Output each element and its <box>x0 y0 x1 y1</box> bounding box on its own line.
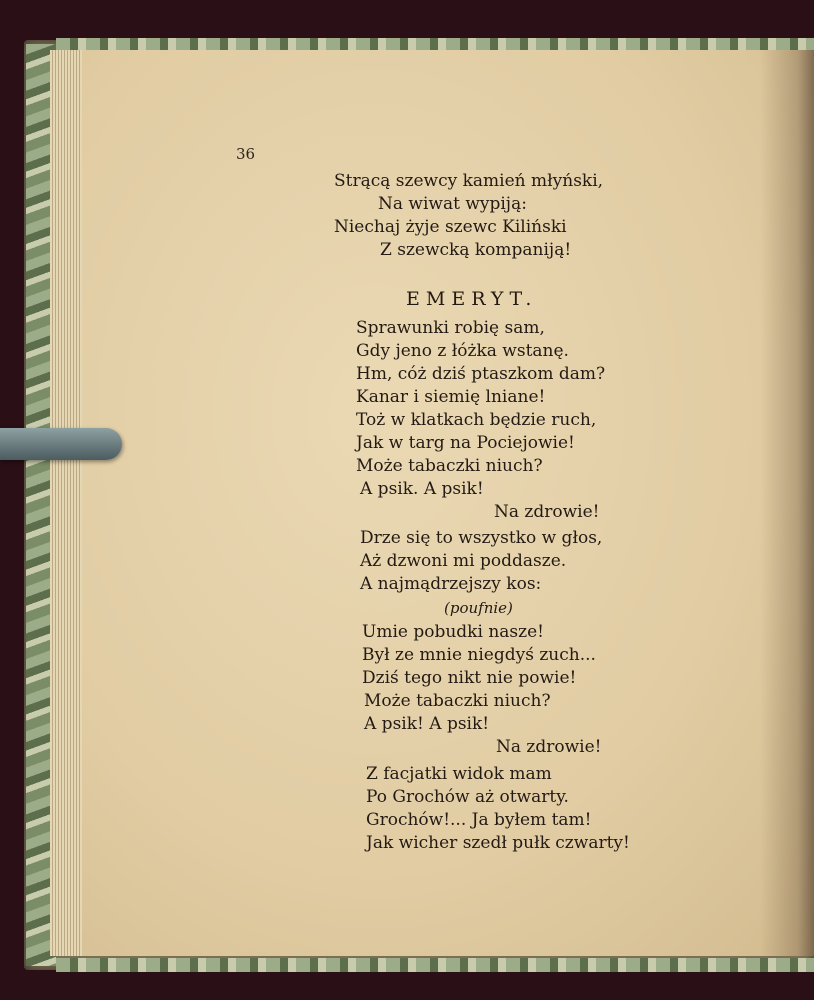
verse-line: Niechaj żyje szewc Kiliński <box>334 217 567 237</box>
poem-title: EMERYT. <box>406 288 538 310</box>
bookmark-ribbon[interactable] <box>0 428 122 460</box>
gutter-shadow <box>760 50 814 956</box>
verse-line: Drze się to wszystko w głos, <box>360 528 603 548</box>
verse-line: Aż dzwoni mi poddasze. <box>360 551 567 571</box>
marbled-endpaper-bottom <box>56 958 814 972</box>
verse-line: Może tabaczki niuch? <box>356 456 543 476</box>
verse-line: Grochów!... Ja byłem tam! <box>366 810 592 830</box>
stage-direction: (poufnie) <box>444 599 513 617</box>
verse-line: A psik. A psik! <box>360 479 484 499</box>
verse-line: Z facjatki widok mam <box>366 764 552 784</box>
verse-line: Na zdrowie! <box>496 737 602 757</box>
verse-line: Po Grochów aż otwarty. <box>366 787 569 807</box>
verse-line: Na wiwat wypiją: <box>378 194 527 214</box>
verse-line: Strącą szewcy kamień młyński, <box>334 171 604 191</box>
verse-line: Na zdrowie! <box>494 502 600 522</box>
verse-line: Gdy jeno z łóżka wstanę. <box>356 341 569 361</box>
verse-line: Z szewcką kompaniją! <box>380 240 572 260</box>
verse-line: Jak w targ na Pociejowie! <box>356 433 575 453</box>
verse-line: Kanar i siemię lniane! <box>356 387 546 407</box>
verse-line: Sprawunki robię sam, <box>356 318 545 338</box>
verse-line: Był ze mnie niegdyś zuch... <box>362 645 596 665</box>
verse-line: A psik! A psik! <box>364 714 490 734</box>
verse-line: Dziś tego nikt nie powie! <box>362 668 577 688</box>
verse-line: Toż w klatkach będzie ruch, <box>356 410 597 430</box>
verse-line: Może tabaczki niuch? <box>364 691 551 711</box>
verse-line: Umie pobudki nasze! <box>362 622 544 642</box>
page-edges <box>50 50 84 956</box>
page-number: 36 <box>236 145 256 163</box>
verse-line: A najmądrzejszy kos: <box>360 574 542 594</box>
verse-line: Hm, cóż dziś ptaszkom dam? <box>356 364 606 384</box>
verse-line: Jak wicher szedł pułk czwarty! <box>366 833 630 853</box>
